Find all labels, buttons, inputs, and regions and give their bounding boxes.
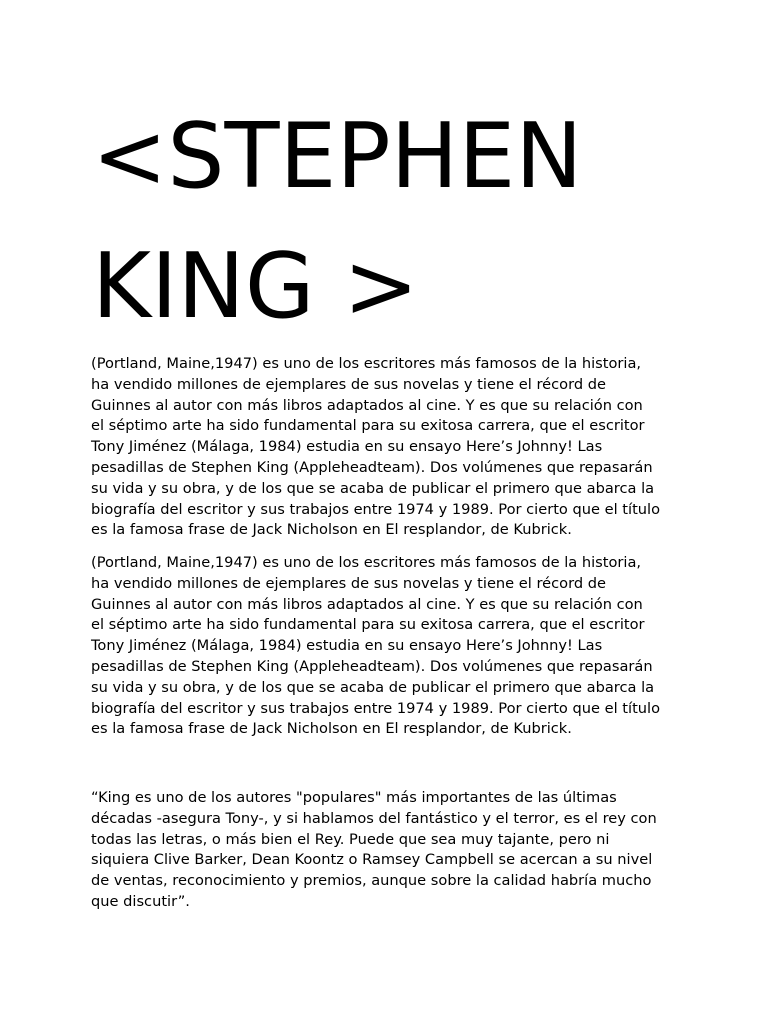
document-title: <STEPHEN KING > bbox=[92, 104, 583, 339]
quote-paragraph: “King es uno de los autores "populares" más importantes de las últimas décadas -asegura Tony-, y si hablamos del fantástico y el terror, es el rey con todas las letras, o más bien el Rey. Puede que sea muy tajante, pero ni siquiera Clive Barker, Dean Koontz o Ramsey Campbell se acercan a su nivel de ventas, reconocimiento y premios, aunque sobre la calidad habría mucho que discutir”. bbox=[91, 789, 657, 910]
body-paragraph-1: (Portland, Maine,1947) es uno de los escritores más famosos de la historia, ha vendido millones de ejemplares de sus novelas y tiene el récord de Guinnes al autor con más libros adaptados al cine. Y es que su relación con el séptimo arte ha sido fundamental para su exitosa carrera, que el escritor Tony Jiménez (Málaga, 1984) estudia en su ensayo Here’s Johnny! Las pesadillas de Stephen King (Appleheadteam). Dos volúmenes que repasarán su vida y su obra, y de los que se acaba de publicar el primero que abarca la biografía del escritor y sus trabajos entre 1974 y 1989. Por cierto que el título es la famosa frase de Jack Nicholson en El resplandor, de Kubrick. bbox=[91, 355, 661, 539]
body-paragraph-2: (Portland, Maine,1947) es uno de los escritores más famosos de la historia, ha vendido millones de ejemplares de sus novelas y tiene el récord de Guinnes al autor con más libros adaptados al cine. Y es que su relación con el séptimo arte ha sido fundamental para su exitosa carrera, que el escritor Tony Jiménez (Málaga, 1984) estudia en su ensayo Here’s Johnny! Las pesadillas de Stephen King (Appleheadteam). Dos volúmenes que repasarán su vida y su obra, y de los que se acaba de publicar el primero que abarca la biografía del escritor y sus trabajos entre 1974 y 1989. Por cierto que el título es la famosa frase de Jack Nicholson en El resplandor, de Kubrick. bbox=[91, 554, 661, 738]
